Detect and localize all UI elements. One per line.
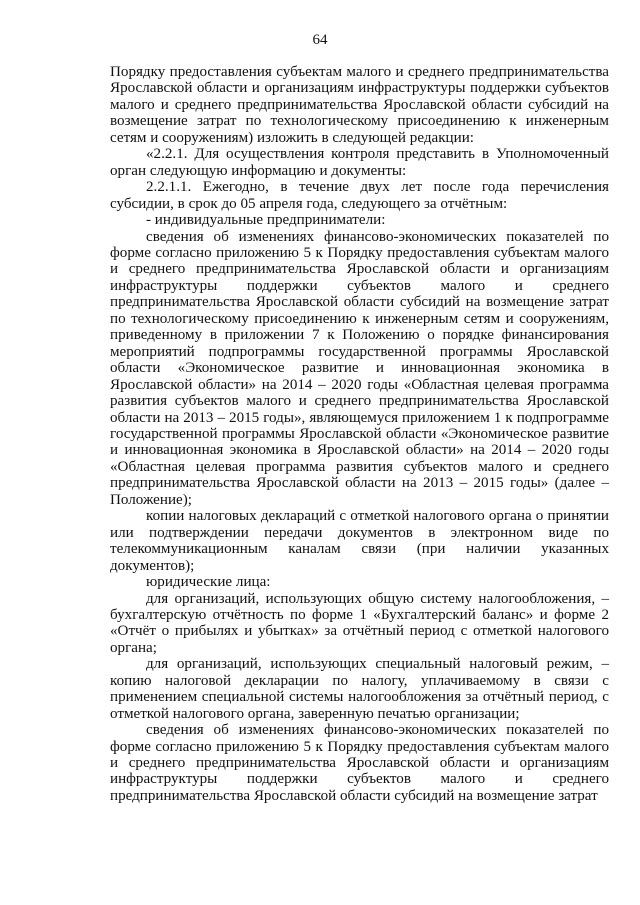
paragraph-financial-changes: сведения об изменениях финансово-экономических показателей по форме согласно приложению 5 к Порядку предоставления субъектам малого и среднего предпринимательства Ярославской области и организациям инфраструктуры поддержки субъектов малого и среднего предпринимательства Ярославской области субсидий на возмещение затрат по технологическому присоединению к инженерным сетям и сооружениям, приведенному в приложении 7 к Положению о порядке финансирования мероприятий подпрограммы государственной программы Ярославской области «Экономическое развитие и инновационная экономика в Ярославской области» на 2014 – 2020 годы «Областная целевая программа развития субъектов малого и среднего предпринимательства Ярославской области на 2013 – 2015 годы», являющемуся приложением 1 к подпрограмме государственной программы Ярославской области «Экономическое развитие и инновационная экономика в Ярославской области» на 2014 – 2020 годы «Областная целевая программа развития субъектов малого и среднего предпринимательства Ярославской области на 2013 – 2015 годы» (далее – Положение); <box>110 228 609 508</box>
paragraph-intro: Порядку предоставления субъектам малого и среднего предпринимательства Ярославской области и организациям инфраструктуры поддержки субъектов малого и среднего предпринимательства Ярославской области субсидий на возмещение затрат по технологическому присоединению к инженерным сетям и сооружениям) изложить в следующей редакции: <box>110 64 609 146</box>
paragraph-clause-2-2-1-1: 2.2.1.1. Ежегодно, в течение двух лет после года перечисления субсидии, в срок до 05 апреля года, следующего за отчётным: <box>110 179 609 212</box>
paragraph-clause-2-2-1: «2.2.1. Для осуществления контроля представить в Уполномоченный орган следующую информацию и документы: <box>110 146 609 179</box>
paragraph-financial-changes-legal: сведения об изменениях финансово-экономических показателей по форме согласно приложению 5 к Порядку предоставления субъектам малого и среднего предпринимательства Ярославской области и организациям инфраструктуры поддержки субъектов малого и среднего предпринимательства Ярославской области субсидий на возмещение затрат <box>110 722 609 804</box>
document-body <box>110 64 609 804</box>
paragraph-entrepreneurs-heading: - индивидуальные предприниматели: <box>146 212 386 229</box>
paragraph-tax-declarations: копии налоговых деклараций с отметкой налогового органа о принятии или подтверждении передачи документов в электронном виде по телекоммуникационным каналам связи (при наличии указанных документов); <box>110 508 609 574</box>
paragraph-legal-entities-heading: юридические лица: <box>146 574 271 591</box>
paragraph-special-tax-regime: для организаций, использующих специальный налоговый режим, – копию налоговой декларации по налогу, уплачиваемому в связи с применением специальной системы налогообложения за отчётный период, с отметкой налогового органа, заверенную печатью организации; <box>110 656 609 722</box>
paragraph-general-tax-system: для организаций, использующих общую систему налогообложения, – бухгалтерскую отчётность по форме 1 «Бухгалтерский баланс» и форме 2 «Отчёт о прибылях и убытках» за отчётный период с отметкой налогового органа; <box>110 590 609 656</box>
page-number: 64 <box>312 32 328 48</box>
